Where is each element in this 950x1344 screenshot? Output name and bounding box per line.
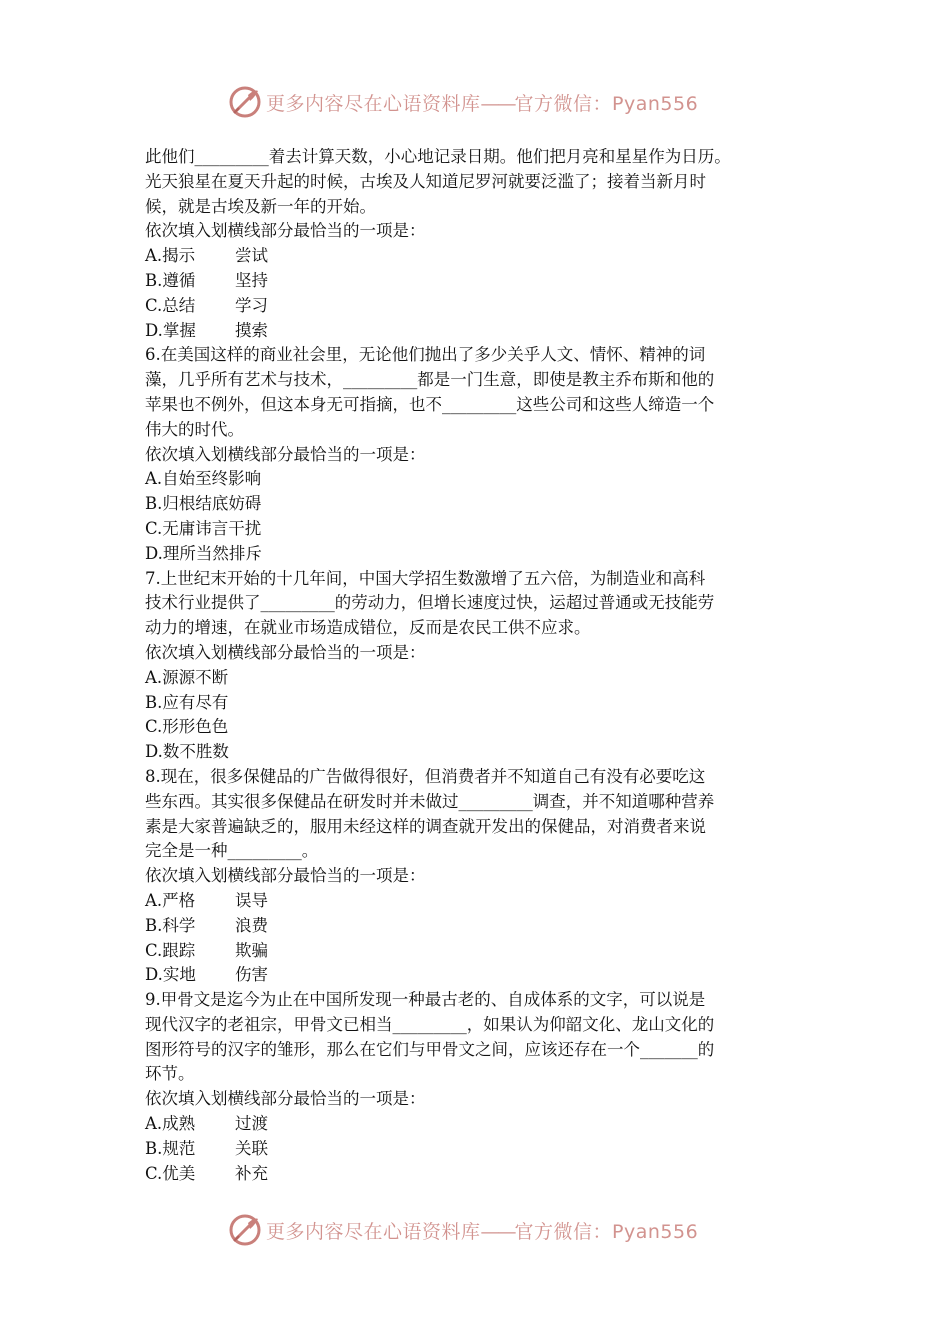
text-line: 图形符号的汉字的雏形，那么在它们与甲骨文之间，应该还存在一个_______的 xyxy=(145,1039,715,1059)
text-line: 光天狼星在夏天升起的时候，古埃及人知道尼罗河就要泛滥了；接着当新月时 xyxy=(145,171,706,191)
answer-option: D.掌握 摸索 xyxy=(145,320,268,340)
answer-option: C.优美 补充 xyxy=(145,1163,268,1183)
question-prompt: 依次填入划横线部分最恰当的一项是： xyxy=(145,221,426,241)
text-line: 素是大家普遍缺乏的，服用未经这样的调查就开发出的保健品，对消费者来说 xyxy=(145,816,706,836)
answer-option: A.成熟 过渡 xyxy=(145,1114,268,1134)
text-line: 动力的增速，在就业市场造成错位，反而是农民工供不应求。 xyxy=(145,618,591,638)
text-line: 候，就是古埃及新一年的开始。 xyxy=(145,196,376,216)
footer-watermark-banner xyxy=(228,1212,748,1248)
answer-option: B.科学 浪费 xyxy=(145,915,268,935)
text-line: 环节。 xyxy=(145,1064,195,1084)
question-7-text: 7.上世纪末开始的十几年间，中国大学招生数激增了五六倍，为制造业和高科 xyxy=(145,568,706,588)
text-line: 技术行业提供了_________的劳动力，但增长速度过快，运超过普通或无技能劳 xyxy=(145,593,715,613)
text-line: 此他们_________着去计算天数，小心地记录日期。他们把月亮和星星作为日历。 xyxy=(145,147,731,166)
answer-option: A.严格 误导 xyxy=(145,890,268,910)
answer-option: B.归根结底妨碍 xyxy=(145,494,262,514)
answer-option: C.总结 学习 xyxy=(145,295,268,315)
answer-option: B.遵循 坚持 xyxy=(145,270,268,290)
quill-logo-icon xyxy=(228,1213,262,1247)
text-line: 现代汉字的老祖宗，甲骨文已相当_________，如果认为仰韶文化、龙山文化的 xyxy=(145,1014,715,1034)
text-line: 些东西。其实很多保健品在研发时并未做过_________调查，并不知道哪种营养 xyxy=(145,791,715,811)
answer-option: C.无庸讳言干扰 xyxy=(145,518,262,538)
answer-option: D.实地 伤害 xyxy=(145,965,268,985)
answer-option: D.理所当然排斥 xyxy=(145,543,262,563)
question-prompt: 依次填入划横线部分最恰当的一项是： xyxy=(145,642,426,662)
text-line: 完全是一种_________。 xyxy=(145,841,319,861)
answer-option: A.揭示 尝试 xyxy=(145,246,268,266)
banner-text: 更多内容尽在心语资料库——官方微信：Pyan556 xyxy=(266,1220,699,1243)
answer-option: A.自始至终影响 xyxy=(145,469,262,489)
answer-option: B.规范 关联 xyxy=(145,1138,268,1158)
answer-option: D.数不胜数 xyxy=(145,742,229,762)
banner-text: 更多内容尽在心语资料库——官方微信：Pyan556 xyxy=(266,92,699,115)
answer-option: A.源源不断 xyxy=(145,667,229,687)
text-line: 伟大的时代。 xyxy=(145,419,244,439)
text-line: 苹果也不例外，但这本身无可指摘，也不_________这些公司和这些人缔造一个 xyxy=(145,394,715,414)
question-9-text: 9.甲骨文是迄今为止在中国所发现一种最古老的、自成体系的文字，可以说是 xyxy=(145,990,706,1010)
header-watermark-banner xyxy=(228,84,748,120)
text-line: 藻，几乎所有艺术与技术，_________都是一门生意，即使是教主乔布斯和他的 xyxy=(145,370,715,390)
question-prompt: 依次填入划横线部分最恰当的一项是： xyxy=(145,444,426,464)
question-6-text: 6.在美国这样的商业社会里，无论他们抛出了多少关乎人文、情怀、精神的词 xyxy=(145,345,706,365)
answer-option: B.应有尽有 xyxy=(145,692,229,712)
answer-option: C.跟踪 欺骗 xyxy=(145,940,268,960)
question-prompt: 依次填入划横线部分最恰当的一项是： xyxy=(145,1089,426,1109)
document-body xyxy=(145,145,810,1186)
answer-option: C.形形色色 xyxy=(145,717,229,737)
question-prompt: 依次填入划横线部分最恰当的一项是： xyxy=(145,866,426,886)
quill-logo-icon xyxy=(228,85,262,119)
question-8-text: 8.现在，很多保健品的广告做得很好，但消费者并不知道自己有没有必要吃这 xyxy=(145,766,706,786)
